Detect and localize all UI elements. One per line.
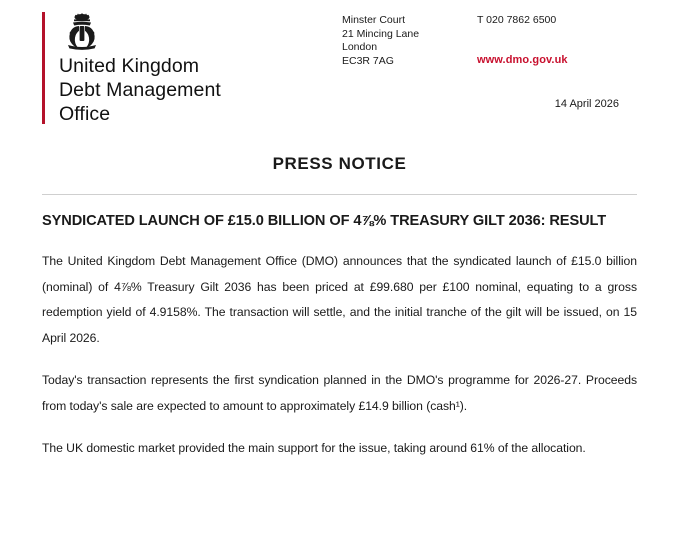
document-body	[42, 249, 637, 462]
org-line-3: Office	[59, 103, 111, 125]
header-divider	[42, 194, 637, 195]
address-line-4: EC3R 7AG	[342, 54, 394, 67]
dmo-logo	[42, 12, 342, 126]
organisation-name	[59, 54, 221, 126]
document-kicker: PRESS NOTICE	[272, 154, 407, 173]
header-contact-block	[342, 12, 637, 110]
document-date: 14 April 2026	[554, 98, 619, 110]
telephone-number: T 020 7862 6500	[477, 14, 557, 26]
postal-address	[342, 14, 477, 68]
website-link[interactable]: www.dmo.gov.uk	[477, 53, 568, 66]
org-line-2: Debt Management	[59, 79, 221, 101]
logo-accent-rule	[42, 12, 45, 124]
contact-details	[477, 14, 568, 68]
paragraph-2: Today's transaction represents the first syndication planned in the DMO's programme for 2026-27. Proceeds from today's sale are expected to amount to approximately £14.9 billion (cash¹).	[42, 373, 637, 413]
org-line-1: United Kingdom	[59, 55, 200, 77]
address-line-2: 21 Mincing Lane	[342, 27, 420, 40]
paragraph-1: The United Kingdom Debt Management Office (DMO) announces that the syndicated launch of £15.0 billion (nominal) of 4⅞% Treasury Gilt 2036 has been priced at £99.680 per £100 nominal, equating to a gross redemption yield of 4.9158%. The transaction will settle, and the initial tranche of the gilt will be issued, on 15 April 2026.	[42, 254, 637, 345]
page-title: SYNDICATED LAUNCH OF £15.0 BILLION OF 4⅞% TREASURY GILT 2036: RESULT	[42, 213, 607, 229]
paragraph-3: The UK domestic market provided the main support for the issue, taking around 61% of the allocation.	[42, 441, 586, 455]
address-line-3: London	[342, 41, 378, 53]
document-header	[42, 0, 637, 126]
royal-coat-of-arms-icon	[59, 12, 105, 52]
address-line-1: Minster Court	[342, 14, 406, 26]
